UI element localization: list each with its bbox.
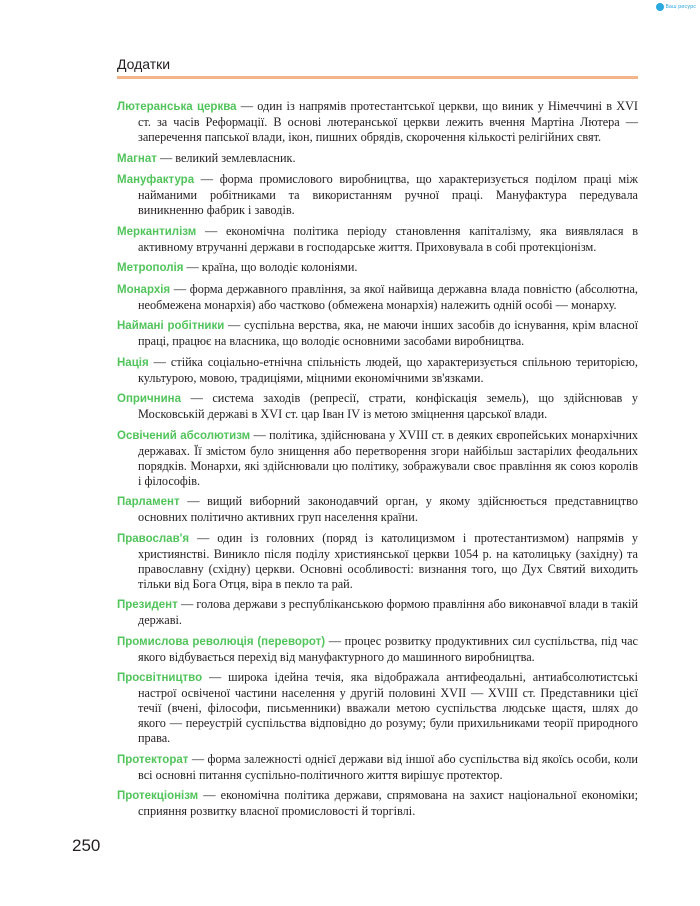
- glossary-term: Протекторат: [117, 753, 189, 766]
- glossary-term: Освічений абсолютизм: [117, 429, 251, 442]
- glossary-entry: [117, 391, 638, 422]
- corner-logo-text: Ваш ресурс: [665, 4, 696, 10]
- glossary-term: Лютеранська церква: [117, 101, 237, 113]
- glossary-definition: — форма промислового виробництва, що характеризується поділом праці між найманими робітниками та використанням ручної праці. Мануфактура передувала виникненню фабрик і заводів.: [138, 172, 638, 217]
- glossary-entry: [117, 670, 638, 746]
- glossary-entry: [117, 224, 638, 255]
- glossary-entry: [117, 99, 638, 145]
- glossary-term: Монархія: [117, 283, 171, 296]
- corner-logo: [656, 2, 696, 12]
- glossary-entry: [117, 597, 638, 628]
- glossary-definition: — форма державного правління, за якої найвища державна влада повністю (абсолютна, необмежена монархія) або частково (обмежена монархія) належить одній особі — монарху.: [138, 281, 638, 312]
- glossary-entry: [117, 355, 638, 386]
- glossary-definition: — форма залежності однієї держави від іншої або суспільства від якоїсь особи, коли всі основні питання суспільно-політичного життя вирішує протектор.: [138, 751, 638, 782]
- glossary-entry: [117, 428, 638, 489]
- page-section-title: Додатки: [117, 56, 171, 72]
- glossary-entry: [117, 151, 638, 167]
- glossary-term: Магнат: [117, 152, 157, 165]
- glossary-term: Наймані робітники: [117, 320, 225, 332]
- glossary-entry: [117, 318, 638, 349]
- glossary-term: Протекціонізм: [117, 790, 199, 802]
- glossary-term: Нація: [117, 356, 149, 369]
- glossary-definition: — процес розвитку продуктивних сил суспільства, під час якого відбувається перехід від мануфактурного до машинного виробництва.: [138, 633, 638, 664]
- glossary-definition: — суспільна верства, яка, не маючи інших засобів до існування, крім власної праці, працює на власника, що володіє основними засобами виробництва.: [138, 318, 638, 348]
- glossary-term: Просвітництво: [117, 672, 203, 684]
- glossary-definition: — економічна політика держави, спрямована на захист національної економіки; сприяння розвитку власної промисловості й торгівлі.: [138, 788, 638, 818]
- glossary-definition: — один із напрямів протестантської церкви, що виник у Німеччині в XVI ст. за часів Реформації. В основі лютеранської церкви лежить вчення Мартіна Лютера — заперечення папської влади, ікон, пишних обрядів, скорочення кількості релігійних свят.: [138, 99, 638, 144]
- glossary-entry: [117, 282, 638, 313]
- glossary-definition: — система заходів (репресії, страти, конфіскація земель), що здійснював у Московській державі в XVI ст. цар Іван IV із метою зміцнення царської влади.: [138, 391, 638, 421]
- glossary-term: Опричнина: [117, 393, 182, 405]
- glossary-definition: — голова держави з республіканською формою правління або виконавчої влади в такій державі.: [138, 597, 638, 627]
- glossary-definition: — великий землевласник.: [156, 150, 296, 165]
- glossary-definition: — один із головних (поряд із католицизмом і протестантизмом) напрямів у християнстві. Виникло після поділу християнської церкви 1054 р. на католицьку (західну) та православну (східну) церкви. Основні особливості: визнання того, що Дух Святий виходить тільки від Бога Отця, віра в пекло та рай.: [138, 530, 638, 591]
- glossary-entry: [117, 752, 638, 783]
- glossary-list: [117, 99, 638, 825]
- glossary-definition: — політика, здійснювана у XVIII ст. в деяких європейських монархічних державах. Її змістом було знищення або перетворення згори найбільш застарілих феодальних порядків. Монархи, які здійснювали цю політику, зображували своє правління як союз королів і філософів.: [138, 427, 639, 488]
- glossary-entry: [117, 531, 638, 592]
- logo-icon: [656, 3, 664, 11]
- glossary-definition: — стійка соціально-етнічна спільність людей, що характеризується спільною територією, культурою, мовою, традиціями, міцними економічними зв'язками.: [138, 354, 638, 385]
- glossary-definition: — вищий виборний законодавчий орган, у якому здійснюється представництво основних політично активних груп населення країни.: [138, 494, 638, 524]
- glossary-term: Православ'я: [117, 532, 190, 545]
- glossary-term: Меркантилізм: [117, 225, 197, 238]
- glossary-entry: [117, 494, 638, 525]
- glossary-entry: [117, 172, 638, 218]
- header-divider: [117, 76, 638, 79]
- glossary-definition: — економічна політика періоду становлення капіталізму, яка виявлялася в активному втручанні держави в господарське життя. Приховувала в собі протекціонізм.: [138, 223, 638, 254]
- glossary-term: Президент: [117, 599, 178, 611]
- glossary-entry: [117, 260, 638, 276]
- page-number: 250: [72, 836, 101, 855]
- glossary-term: Мануфактура: [117, 174, 195, 186]
- glossary-entry: [117, 788, 638, 819]
- glossary-entry: [117, 634, 638, 665]
- glossary-definition: — широка ідейна течія, яка відображала антифеодальні, антиабсолютистські настрої освіченої частини населення у другій половині XVII — XVIII ст. Представники цієї течії (вчені, філософи, письменники) вважали метою суспільства людське щастя, шлях до якого — переустрій суспільства відповідно до розуму; були прихильниками теорії природного права.: [138, 670, 638, 745]
- glossary-term: Метрополія: [117, 262, 184, 274]
- glossary-term: Промислова революція (переворот): [117, 635, 326, 648]
- glossary-term: Парламент: [117, 496, 180, 508]
- glossary-definition: — країна, що володіє колоніями.: [183, 260, 358, 274]
